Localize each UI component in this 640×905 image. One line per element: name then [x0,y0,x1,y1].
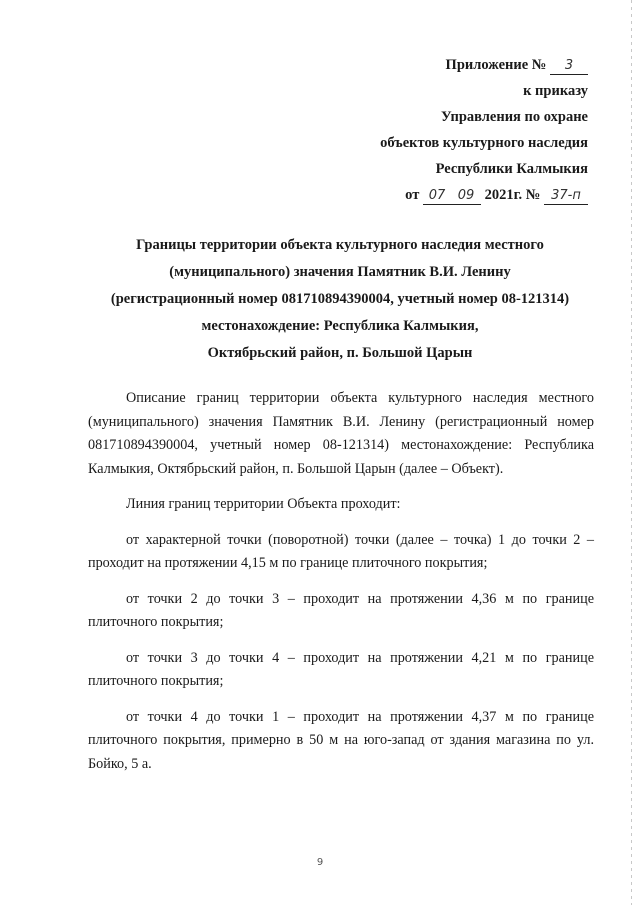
scan-edge [631,0,632,905]
authority-line-1: Управления по охране [441,109,588,125]
appendix-header [168,52,588,208]
order-line: к приказу [523,83,588,99]
paragraph-description: Описание границ территории объекта культурного наследия местного (муниципального) значения Памятник В.И. Ленину (регистрационный номер 081710894390004, учетный номер 08-121314) местонахождение: Республика Калмыкия, Октябрьский район, п. Большой Царын (далее – Объект). [88,390,594,477]
handwritten-appendix-number: 3 [550,58,588,75]
date-year: 2021г. № [484,187,541,203]
title-line: Октябрьский район, п. Большой Царын [207,345,473,361]
appendix-number-line [168,52,588,78]
title-line: Границы территории объекта культурного наследия местного [136,237,544,253]
document-title [70,232,610,367]
title-line: (муниципального) значения Памятник В.И. Ленину [169,264,511,280]
paragraph-segment-2-3: от точки 2 до точки 3 – проходит на протяжении 4,36 м по границе плиточного покрытия; [88,590,594,630]
order-date-line [168,182,588,208]
title-line: (регистрационный номер 081710894390004, учетный номер 08-121314) [110,291,570,307]
paragraph-segment-3-4: от точки 3 до точки 4 – проходит на протяжении 4,21 м по границе плиточного покрытия; [88,649,594,689]
paragraph-boundary-intro: Линия границ территории Объекта проходит: [126,496,401,512]
authority-line-3: Республики Калмыкия [435,161,588,177]
date-prefix: от [405,187,420,203]
title-line: местонахождение: Республика Калмыкия, [201,318,479,334]
handwritten-day: 07 [423,188,451,205]
handwritten-order-number: 37-п [544,188,588,205]
page-number: 9 [316,857,324,868]
paragraph-segment-1-2: от характерной точки (поворотной) точки (далее – точка) 1 до точки 2 – проходит на протяжении 4,15 м по границе плиточного покрытия; [88,531,594,571]
paragraph-segment-4-1: от точки 4 до точки 1 – проходит на протяжении 4,37 м по границе плиточного покрытия, примерно в 50 м на юго-запад от здания магазина по ул. Бойко, 5 а. [88,708,594,772]
document-body [88,375,594,776]
appendix-label: Приложение № [445,57,547,73]
handwritten-month: 09 [451,188,481,205]
authority-line-2: объектов культурного наследия [380,135,588,151]
